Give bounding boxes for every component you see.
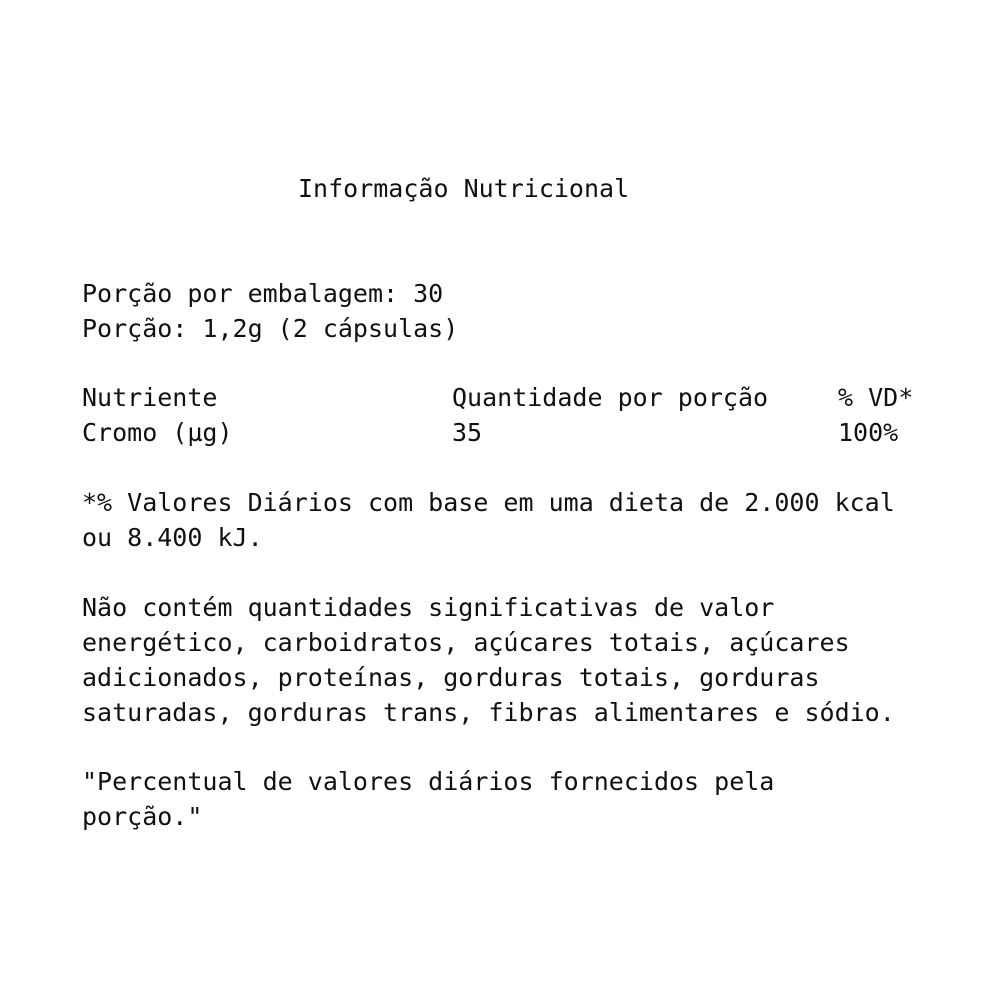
cell-daily-value: 100% xyxy=(838,418,899,447)
disclaimer-line: Não contém quantidades significativas de valor xyxy=(82,593,775,622)
disclaimer-line: adicionados, proteínas, gorduras totais, gorduras xyxy=(82,663,820,692)
footnote-line: ou 8.400 kJ. xyxy=(82,523,263,552)
page-title: Informação Nutricional xyxy=(298,174,630,203)
header-amount-per-serving: Quantidade por porção xyxy=(452,383,769,412)
serving-size: Porção: 1,2g (2 cápsulas) xyxy=(82,314,459,343)
servings-per-package: Porção por embalagem: 30 xyxy=(82,279,444,308)
header-daily-value: % VD* xyxy=(838,383,914,412)
footnote-line: *% Valores Diários com base em uma dieta de 2.000 kcal xyxy=(82,488,895,517)
cell-nutrient-name: Cromo (µg) xyxy=(82,418,233,447)
cell-amount: 35 xyxy=(452,418,483,447)
quote-line: "Percentual de valores diários fornecidos pela xyxy=(82,767,775,796)
quote-line: porção." xyxy=(82,802,203,831)
header-nutrient: Nutriente xyxy=(82,383,218,412)
disclaimer-line: saturadas, gorduras trans, fibras alimentares e sódio. xyxy=(82,698,895,727)
disclaimer-line: energético, carboidratos, açúcares totais, açúcares xyxy=(82,628,850,657)
